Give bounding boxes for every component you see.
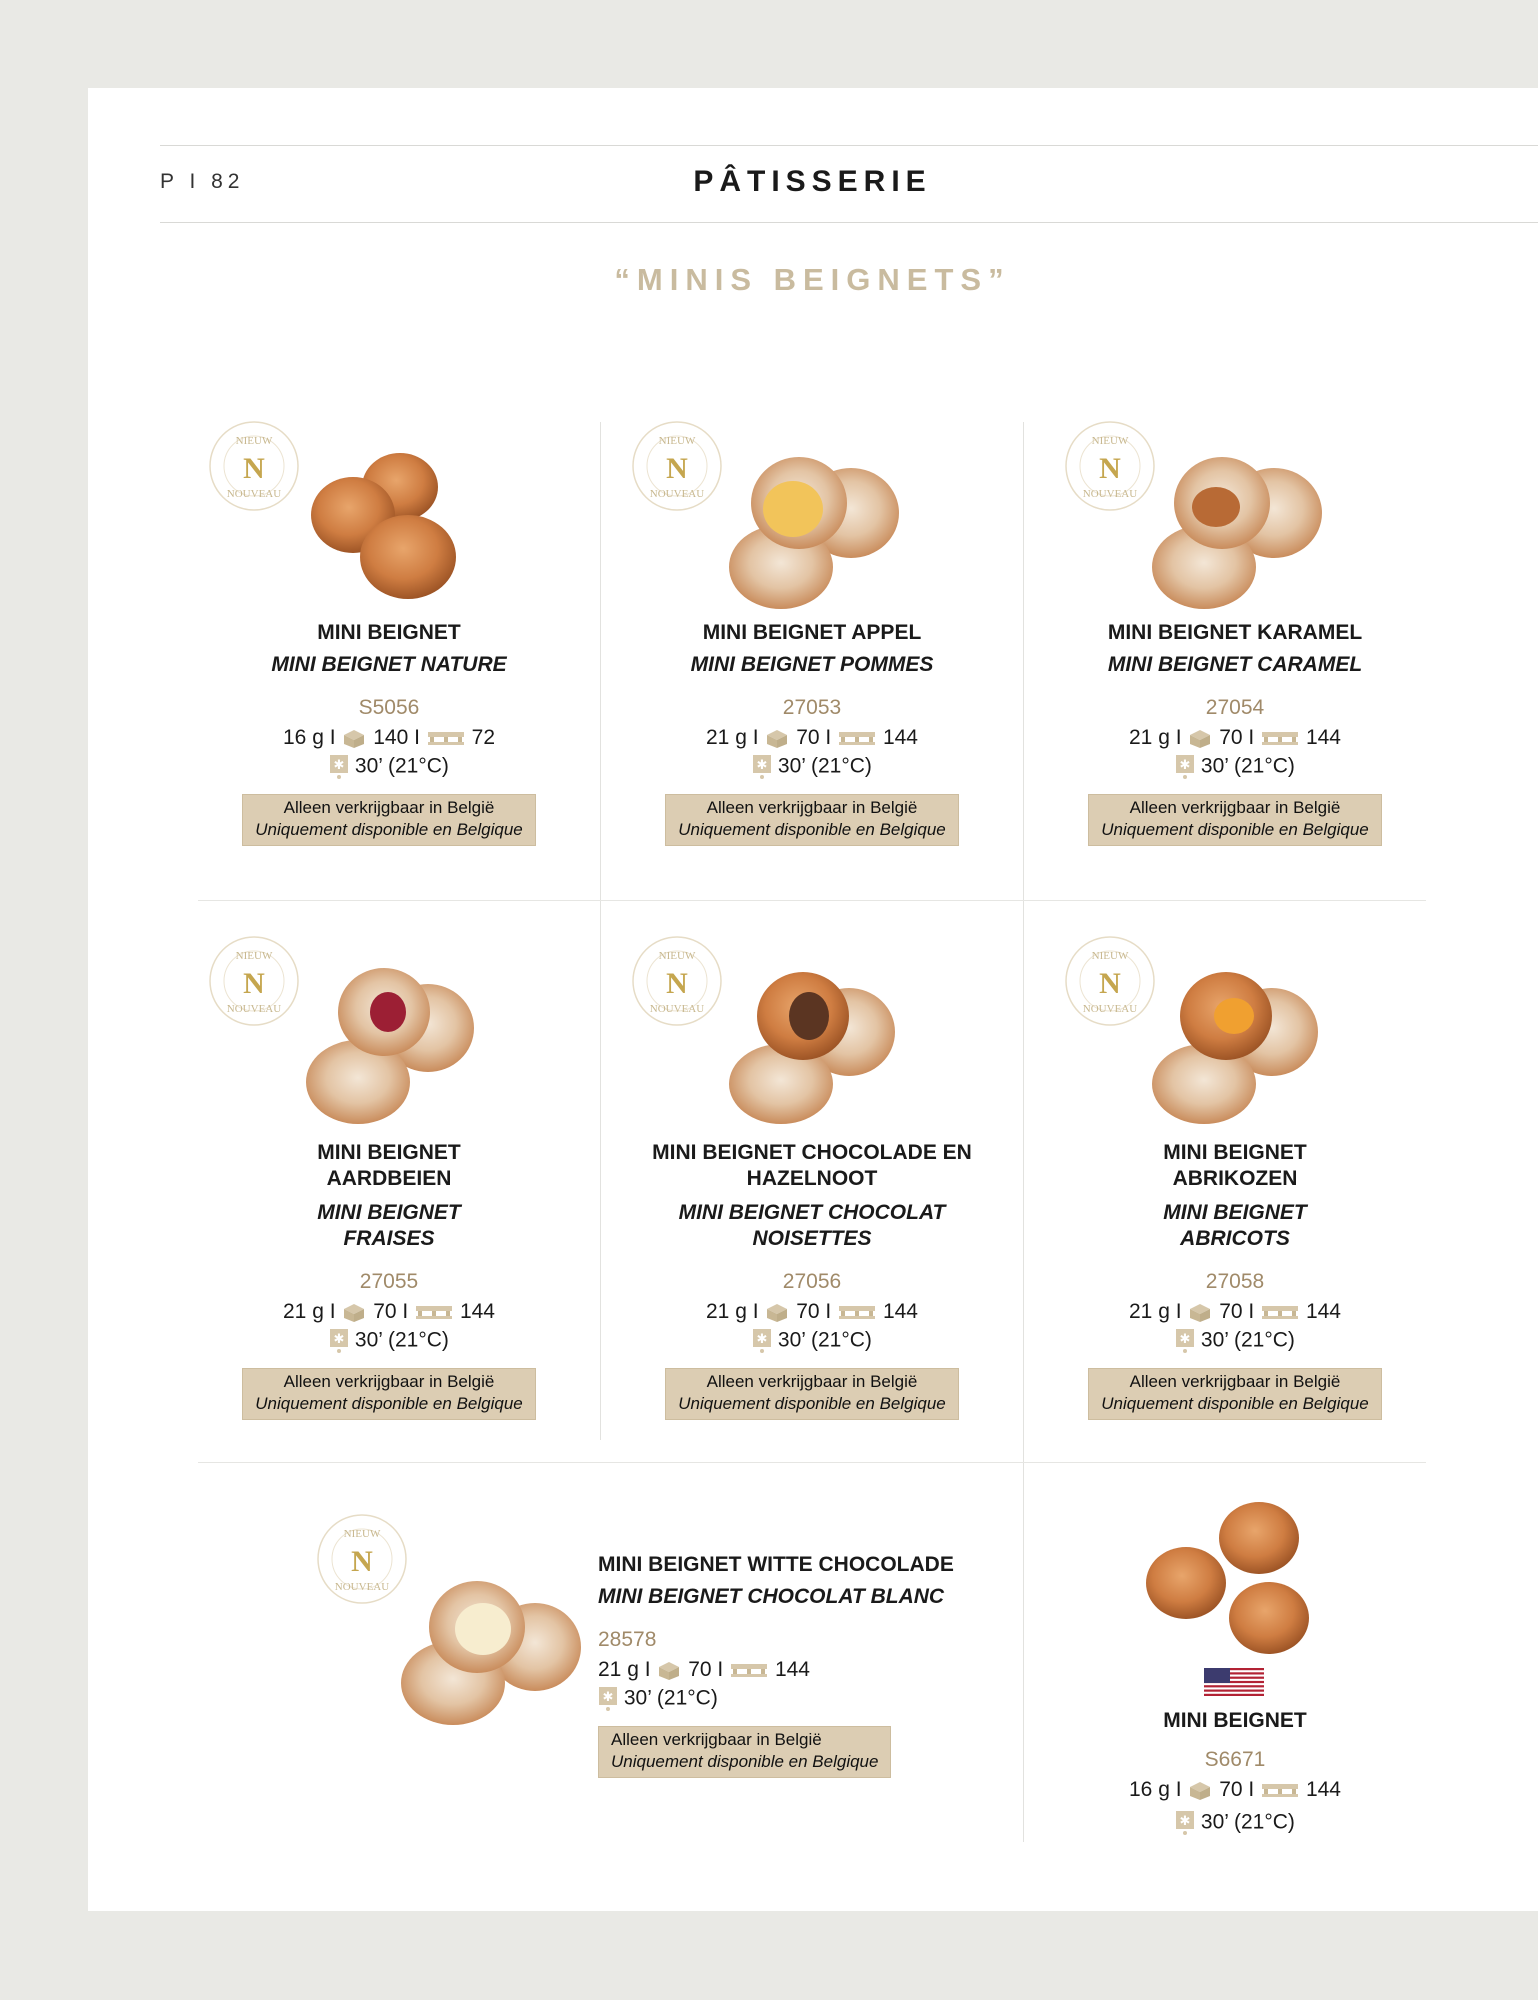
svg-text:NIEUW: NIEUW xyxy=(343,1528,381,1540)
svg-text:N: N xyxy=(243,967,265,1000)
availability-note: Alleen verkrijgbaar in België Uniquement disponible en Belgique xyxy=(242,794,535,846)
per-box: 70 I xyxy=(373,1300,409,1323)
per-box: 140 I xyxy=(373,726,420,749)
svg-text:NIEUW: NIEUW xyxy=(1091,435,1129,447)
product-card xyxy=(1024,1480,1446,1860)
weight: 21 g I xyxy=(598,1658,651,1681)
weight: 21 g I xyxy=(706,726,759,749)
product-code: 28578 xyxy=(598,1628,657,1651)
product-name-fr: MINI BEIGNET ABRICOTS xyxy=(1163,1201,1307,1250)
product-specs xyxy=(1024,726,1446,750)
sub-title: “MINIS BEIGNETS” xyxy=(614,262,1011,297)
product-name-fr: MINI BEIGNET CARAMEL xyxy=(1107,653,1363,676)
product-name-fr: MINI BEIGNET POMMES xyxy=(690,653,934,676)
box-icon xyxy=(341,727,367,749)
box-icon xyxy=(1187,1779,1213,1801)
svg-text:✱: ✱ xyxy=(1179,757,1191,772)
svg-text:NIEUW: NIEUW xyxy=(658,435,696,447)
product-specs xyxy=(598,1658,1018,1682)
product-name-nl: MINI BEIGNET APPEL xyxy=(702,621,922,644)
thaw-time: ✱ 30’ (21°C) xyxy=(1024,1328,1446,1354)
product-name-nl: MINI BEIGNET AARDBEIEN xyxy=(317,1141,461,1190)
svg-text:✱: ✱ xyxy=(1179,1331,1191,1346)
availability-note: Alleen verkrijgbaar in België Uniquement disponible en Belgique xyxy=(242,1368,535,1420)
product-photo xyxy=(395,1565,585,1730)
product-photo xyxy=(721,445,911,610)
per-pallet: 144 xyxy=(1305,1778,1341,1801)
per-box: 70 I xyxy=(1219,726,1255,749)
product-card xyxy=(178,935,600,1455)
product-specs xyxy=(1024,1778,1446,1802)
box-icon xyxy=(656,1659,682,1681)
product-info xyxy=(598,1552,1018,1778)
thaw-icon xyxy=(752,1328,772,1354)
thaw-icon xyxy=(329,754,349,780)
svg-text:NOUVEAU: NOUVEAU xyxy=(1082,488,1138,500)
nouveau-badge-icon xyxy=(208,420,300,512)
nouveau-badge-icon xyxy=(1064,935,1156,1027)
pallet-icon xyxy=(1260,1780,1300,1800)
product-card xyxy=(178,420,600,900)
nouveau-badge-icon xyxy=(631,935,723,1027)
svg-text:NOUVEAU: NOUVEAU xyxy=(649,1003,705,1015)
pallet-icon xyxy=(837,728,877,748)
pallet-icon xyxy=(426,728,466,748)
box-icon xyxy=(341,1301,367,1323)
svg-text:N: N xyxy=(1099,967,1121,1000)
product-card xyxy=(601,420,1023,900)
thaw-time: ✱ 30’ (21°C) xyxy=(601,1328,1023,1354)
thaw-icon xyxy=(1175,754,1195,780)
product-name-fr: MINI BEIGNET NATURE xyxy=(271,653,507,676)
product-specs xyxy=(178,1300,600,1324)
nouveau-badge-icon xyxy=(208,935,300,1027)
weight: 21 g I xyxy=(1129,726,1182,749)
pallet-icon xyxy=(837,1302,877,1322)
availability-note: Alleen verkrijgbaar in België Uniquement disponible en Belgique xyxy=(1088,794,1381,846)
box-icon xyxy=(1187,1301,1213,1323)
weight: 16 g I xyxy=(283,726,336,749)
svg-text:NIEUW: NIEUW xyxy=(235,435,273,447)
per-box: 70 I xyxy=(688,1658,724,1681)
box-icon xyxy=(1187,727,1213,749)
per-pallet: 144 xyxy=(774,1658,810,1681)
product-code: 27058 xyxy=(1205,1270,1265,1293)
product-name-fr: MINI BEIGNET CHOCOLAT NOISETTES xyxy=(678,1201,946,1250)
thaw-time: ✱ 30’ (21°C) xyxy=(601,754,1023,780)
per-pallet: 144 xyxy=(1305,726,1341,749)
product-name-nl: MINI BEIGNET xyxy=(1163,1709,1307,1732)
header-top-rule xyxy=(160,145,1538,146)
per-box: 70 I xyxy=(796,1300,832,1323)
svg-text:N: N xyxy=(351,1545,373,1578)
svg-text:NOUVEAU: NOUVEAU xyxy=(226,1003,282,1015)
product-name-nl: MINI BEIGNET CHOCOLADE EN HAZELNOOT xyxy=(652,1141,972,1190)
pallet-icon xyxy=(414,1302,454,1322)
weight: 21 g I xyxy=(706,1300,759,1323)
product-photo xyxy=(298,960,488,1125)
nouveau-badge-icon xyxy=(1064,420,1156,512)
thaw-icon xyxy=(1175,1328,1195,1354)
grid-divider xyxy=(198,900,1426,901)
section-title: PÂTISSERIE xyxy=(693,165,932,198)
page-number: P I 82 xyxy=(160,170,245,193)
per-box: 70 I xyxy=(796,726,832,749)
thaw-time: ✱ 30’ (21°C) xyxy=(598,1686,1018,1712)
availability-note: Alleen verkrijgbaar in België Uniquement disponible en Belgique xyxy=(598,1726,891,1778)
product-photo xyxy=(1144,1498,1334,1658)
product-name-fr: MINI BEIGNET FRAISES xyxy=(317,1201,461,1250)
product-photo xyxy=(1144,960,1334,1125)
header-bottom-rule xyxy=(160,222,1538,223)
per-pallet: 144 xyxy=(882,726,918,749)
svg-text:NIEUW: NIEUW xyxy=(235,950,273,962)
product-specs xyxy=(601,1300,1023,1324)
thaw-icon xyxy=(752,754,772,780)
per-pallet: 144 xyxy=(882,1300,918,1323)
weight: 21 g I xyxy=(1129,1300,1182,1323)
svg-text:✱: ✱ xyxy=(1179,1813,1191,1828)
pallet-icon xyxy=(1260,728,1300,748)
per-box: 70 I xyxy=(1219,1300,1255,1323)
product-code: 27054 xyxy=(1205,696,1265,719)
thaw-time: ✱ 30’ (21°C) xyxy=(178,754,600,780)
product-code: 27055 xyxy=(359,1270,419,1293)
svg-text:N: N xyxy=(666,452,688,485)
svg-text:N: N xyxy=(666,967,688,1000)
svg-text:NOUVEAU: NOUVEAU xyxy=(334,1581,390,1593)
product-photo xyxy=(308,445,478,605)
box-icon xyxy=(764,1301,790,1323)
svg-text:✱: ✱ xyxy=(756,1331,768,1346)
weight: 21 g I xyxy=(283,1300,336,1323)
per-pallet: 144 xyxy=(1305,1300,1341,1323)
product-card xyxy=(1024,935,1446,1455)
product-code: 27056 xyxy=(782,1270,842,1293)
product-name-nl: MINI BEIGNET xyxy=(317,621,461,644)
per-pallet: 144 xyxy=(459,1300,495,1323)
product-code: S5056 xyxy=(358,696,420,719)
product-photo xyxy=(721,960,911,1125)
box-icon xyxy=(764,727,790,749)
thaw-time: ✱ 30’ (21°C) xyxy=(1024,1810,1446,1836)
availability-note: Alleen verkrijgbaar in België Uniquement disponible en Belgique xyxy=(1088,1368,1381,1420)
product-name-nl: MINI BEIGNET ABRIKOZEN xyxy=(1163,1141,1307,1190)
thaw-time: ✱ 30’ (21°C) xyxy=(1024,754,1446,780)
product-code: S6671 xyxy=(1204,1748,1266,1771)
product-name-nl: MINI BEIGNET KARAMEL xyxy=(1107,621,1363,644)
product-code: 27053 xyxy=(782,696,842,719)
svg-text:✱: ✱ xyxy=(756,757,768,772)
pallet-icon xyxy=(729,1660,769,1680)
availability-note: Alleen verkrijgbaar in België Uniquement disponible en Belgique xyxy=(665,794,958,846)
product-card xyxy=(601,935,1023,1455)
thaw-icon xyxy=(329,1328,349,1354)
per-box: 70 I xyxy=(1219,1778,1255,1801)
svg-text:N: N xyxy=(1099,452,1121,485)
pallet-icon xyxy=(1260,1302,1300,1322)
product-specs xyxy=(178,726,600,750)
product-specs xyxy=(1024,1300,1446,1324)
weight: 16 g I xyxy=(1129,1778,1182,1801)
svg-text:✱: ✱ xyxy=(333,1331,345,1346)
grid-divider xyxy=(198,1462,1426,1463)
availability-note: Alleen verkrijgbaar in België Uniquement disponible en Belgique xyxy=(665,1368,958,1420)
per-pallet: 72 xyxy=(471,726,495,749)
thaw-icon xyxy=(1175,1810,1195,1836)
us-flag-icon xyxy=(1204,1668,1264,1696)
product-name-nl: MINI BEIGNET WITTE CHOCOLADE xyxy=(598,1553,954,1576)
svg-text:NIEUW: NIEUW xyxy=(1091,950,1129,962)
product-name-fr: MINI BEIGNET CHOCOLAT BLANC xyxy=(598,1585,945,1608)
svg-text:✱: ✱ xyxy=(333,757,345,772)
product-photo xyxy=(1144,445,1334,610)
svg-text:NIEUW: NIEUW xyxy=(658,950,696,962)
nouveau-badge-icon xyxy=(631,420,723,512)
product-card xyxy=(1024,420,1446,900)
svg-text:NOUVEAU: NOUVEAU xyxy=(649,488,705,500)
product-specs xyxy=(601,726,1023,750)
svg-text:N: N xyxy=(243,452,265,485)
thaw-icon xyxy=(598,1686,618,1712)
svg-text:✱: ✱ xyxy=(602,1689,614,1704)
svg-text:NOUVEAU: NOUVEAU xyxy=(1082,1003,1138,1015)
svg-text:NOUVEAU: NOUVEAU xyxy=(226,488,282,500)
thaw-time: ✱ 30’ (21°C) xyxy=(178,1328,600,1354)
